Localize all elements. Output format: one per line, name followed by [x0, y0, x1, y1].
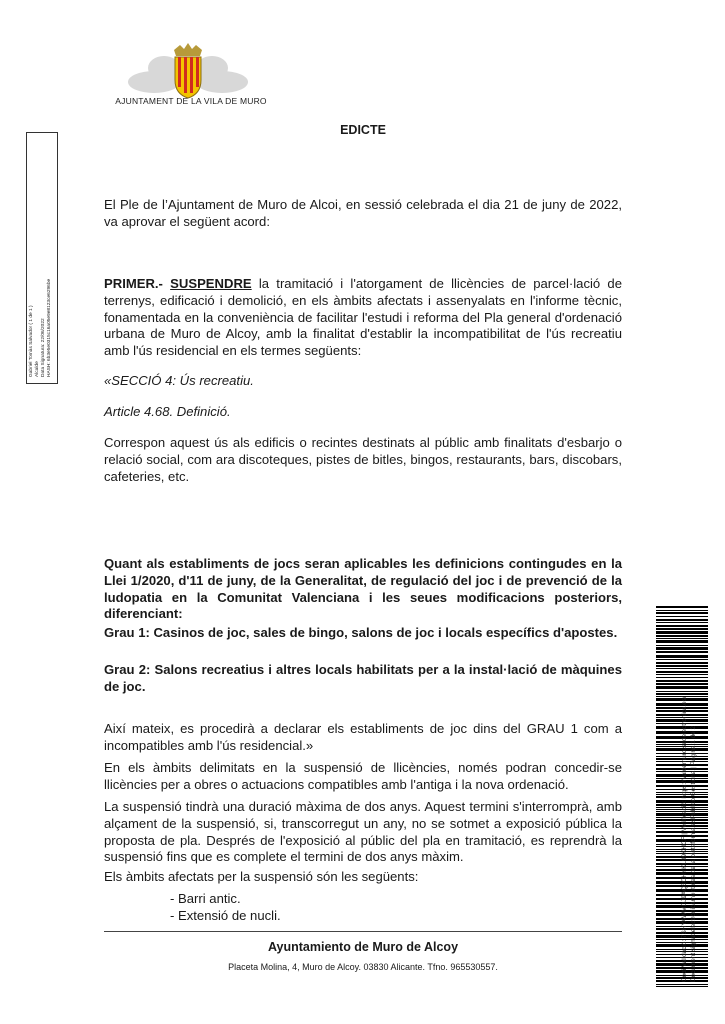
- verification-text: [681, 602, 698, 982]
- areas-intro: Els àmbits afectats per la suspensió són les següents:: [104, 869, 419, 884]
- footer-organization: Ayuntamiento de Muro de Alcoy: [267, 940, 459, 954]
- organization-name: AJUNTAMENT DE LA VILA DE MURO: [115, 96, 267, 106]
- incompatibility-paragraph: Així mateix, es procedirà a declarar els establiments de joc dins del GRAU 1 com a incompatibles amb l'ús residencial.»: [104, 721, 622, 753]
- verification-code-line: Codi Validació: 7SHYAWMDJ9AQ3CHYKL99KHCF | Verificació: https://valdemuro.sedelectronica.es/: [681, 696, 688, 982]
- licences-paragraph: En els àmbits delimitats en la suspensió de llicències, només podran concedir-se llicències per a obres o actuacions compatibles amb l'antiga i la nova ordenació.: [104, 760, 622, 792]
- signature-date: Data Signatura: 22/06/2022: [41, 318, 46, 377]
- municipal-crest-logo: [118, 42, 258, 100]
- list-item: - Barri antic.: [170, 891, 241, 906]
- signature-stamp-text: [29, 137, 53, 377]
- intro-paragraph: El Ple de l’Ajuntament de Muro de Alcoi, en sessió celebrada el dia 21 de juny de 2022, va aprovar el següent acord:: [104, 197, 622, 229]
- duration-paragraph: La suspensió tindrà una duració màxima de dos anys. Aquest termini s'interromprà, amb alçament de la suspensió, si, transcorregut un any, no se sotmet a exposició pública la proposta de pla. Després de l'exposició al públic del pla en tramitació, es reprendrà la suspensió fins que es complete el termini de dos anys màxim.: [104, 799, 622, 865]
- barcode-bar: [656, 986, 708, 987]
- areas-list: [170, 891, 281, 924]
- barcode-bar: [656, 984, 708, 985]
- article-heading: Article 4.68. Definició.: [104, 404, 231, 419]
- grau1-paragraph: Grau 1: Casinos de joc, sales de bingo, salons de joc i locals específics d'apostes.: [104, 625, 618, 640]
- primer-text: la tramitació i l'atorgament de llicències de parcel·lació de terrenys, edificació i demolició, en els àmbits afectats i assenyalats en l'informe tècnic, fonamentada en la conveniència de facilitar l'estudi i reforma del Pla general d'ordenació urbana de Muro de Alcoy, amb la finalitat d'establir la incompatibilitat de l'ús recreatiu amb l'ús residencial en els termes següents:: [104, 276, 622, 359]
- list-item: - Extensió de nucli.: [170, 907, 281, 923]
- section-heading: «SECCIÓ 4: Ús recreatiu.: [104, 373, 254, 388]
- verification-platform-line: Document signat electrònicament des de la plataforma esPublico Gestiona | Pàgina 1 de 2: [689, 725, 697, 982]
- signature-hash: HASH: 6b3e5e0315c16a05e9e8123ce6296be: [47, 278, 52, 377]
- signature-stamp: [26, 132, 58, 384]
- games-law-paragraph: Quant als establiments de jocs seran aplicables les definicions contingudes en la Llei 1/2020, d'11 de juny, de la Generalitat, de regulació del joc i de prevenció de la ludopatia en la Comunitat Valenciana i les seues modificacions posteriors, diferenciant:: [104, 556, 622, 622]
- grau2-paragraph: Grau 2: Salons recreatius i altres locals habilitats per a la instal·lació de màquines de joc.: [104, 662, 622, 694]
- signer-role: Alcalde: [35, 361, 40, 377]
- signer-name: Gabriel Tomàs Salvador ( 1 de 1 ): [29, 305, 34, 377]
- primer-paragraph: [104, 276, 622, 360]
- primer-keyword: SUSPENDRE: [170, 276, 252, 291]
- document-title: EDICTE: [340, 123, 386, 137]
- primer-label: PRIMER.-: [104, 276, 171, 291]
- footer-divider: [104, 931, 622, 932]
- footer-address: Placeta Molina, 4, Muro de Alcoy. 03830 Alicante. Tfno. 965530557.: [228, 962, 498, 972]
- definition-paragraph: Correspon aquest ús als edificis o recintes destinats al públic amb finalitats d'esbarjo o relació social, com ara discoteques, pistes de bitles, bingos, restaurants, bars, discobars, cafeteries, etc.: [104, 435, 622, 484]
